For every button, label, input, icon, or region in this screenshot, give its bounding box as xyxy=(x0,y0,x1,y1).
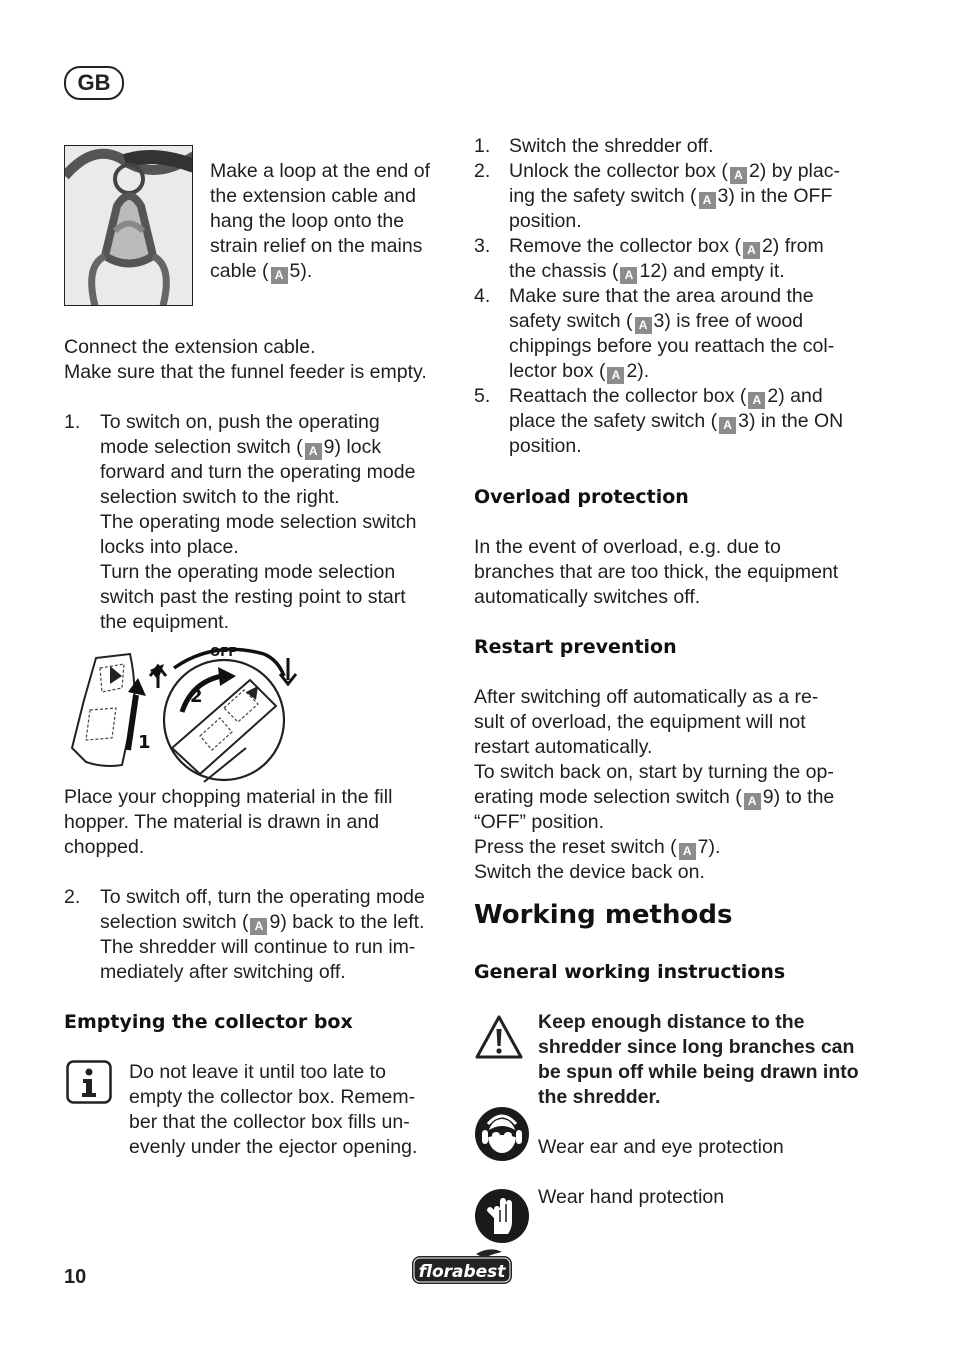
text-line: automatically switches off. xyxy=(474,586,701,608)
cable-loop-image xyxy=(64,145,193,306)
place-material-text xyxy=(64,785,392,860)
text-part: 12) and empty it. xyxy=(639,260,785,282)
page-number: 10 xyxy=(64,1266,87,1288)
text-part: selection switch ( xyxy=(100,911,249,933)
text-line: the equipment. xyxy=(100,611,230,633)
text-line xyxy=(509,334,874,359)
text-line: ber that the collector box fills un- xyxy=(129,1111,410,1133)
ref-badge-icon: A xyxy=(744,793,761,810)
text-line xyxy=(210,259,430,284)
text-line: mediately after switching off. xyxy=(100,961,346,983)
overload-text xyxy=(474,535,838,610)
text-line: Switch the device back on. xyxy=(474,861,705,883)
hand-protection-text xyxy=(538,1185,724,1210)
text-part: Make sure that the area around the xyxy=(509,285,814,307)
text-part: 7). xyxy=(697,836,721,858)
text-line: sult of overload, the equipment will not xyxy=(474,711,806,733)
warning-text xyxy=(538,1010,859,1110)
text-part: 2) from xyxy=(761,235,824,257)
text-line: To switch on, push the operating xyxy=(100,411,380,433)
text-line: Turn the operating mode selection xyxy=(100,561,396,583)
text-part: cable ( xyxy=(210,260,269,282)
step-number: 1. xyxy=(64,411,81,433)
text-line: locks into place. xyxy=(100,536,239,558)
diagram-label-1: 1 xyxy=(138,732,151,753)
text-line xyxy=(509,409,874,434)
text-line: selection switch to the right. xyxy=(100,486,340,508)
text-line xyxy=(509,209,874,234)
text-line: chopped. xyxy=(64,836,145,858)
step-number: 3. xyxy=(474,235,491,257)
ref-badge-icon: A xyxy=(635,317,652,334)
text-line xyxy=(509,384,874,409)
ear-eye-protection-icon xyxy=(474,1106,530,1162)
florabest-logo xyxy=(410,1248,514,1286)
list-item xyxy=(474,234,874,284)
text-line: evenly under the ejector opening. xyxy=(129,1136,418,1158)
text-part: 3) in the ON xyxy=(738,410,844,432)
text-line: the shredder. xyxy=(538,1086,661,1108)
switch-on-step xyxy=(64,410,454,635)
text-line: Make a loop at the end of xyxy=(210,160,431,182)
text-line xyxy=(474,785,834,810)
text-line xyxy=(509,259,874,284)
step-number: 4. xyxy=(474,285,491,307)
text-line: The operating mode selection switch xyxy=(100,511,417,533)
text-line: Keep enough distance to the xyxy=(538,1011,805,1033)
logo-text: florabest xyxy=(418,1262,506,1282)
info-text xyxy=(129,1060,417,1160)
text-line: the extension cable and xyxy=(210,185,416,207)
text-part: Switch the shredder off. xyxy=(509,135,714,157)
text-part: Press the reset switch ( xyxy=(474,836,677,858)
text-line: Connect the extension cable. xyxy=(64,336,316,358)
list-item xyxy=(474,159,874,234)
ref-badge-icon: A xyxy=(250,918,267,935)
text-line xyxy=(509,434,874,459)
text-line: Wear hand protection xyxy=(538,1186,725,1208)
switch-off-step xyxy=(64,885,454,985)
text-line: switch past the resting point to start xyxy=(100,586,406,608)
text-line: Make sure that the funnel feeder is empty. xyxy=(64,361,427,383)
list-item xyxy=(474,134,874,159)
text-part: place the safety switch ( xyxy=(509,410,718,432)
text-part: safety switch ( xyxy=(509,310,633,332)
restart-text xyxy=(474,685,834,885)
text-part: ing the safety switch ( xyxy=(509,185,697,207)
text-line: The shredder will continue to run im- xyxy=(100,936,416,958)
text-line: empty the collector box. Remem- xyxy=(129,1086,416,1108)
text-part: Unlock the collector box ( xyxy=(509,160,728,182)
text-line xyxy=(509,184,874,209)
text-line: Wear ear and eye protection xyxy=(538,1136,784,1158)
general-instructions-heading: General working instructions xyxy=(474,961,786,983)
diagram-off-label: OFF xyxy=(210,645,237,659)
ear-eye-text xyxy=(538,1135,784,1160)
ref-badge-icon: A xyxy=(620,267,637,284)
switch-diagram xyxy=(64,640,304,785)
info-icon xyxy=(66,1060,112,1104)
step-number: 5. xyxy=(474,385,491,407)
restart-heading: Restart prevention xyxy=(474,636,677,658)
text-line xyxy=(509,134,874,159)
text-line xyxy=(100,435,454,460)
working-methods-heading: Working methods xyxy=(474,900,733,930)
text-line xyxy=(474,835,834,860)
ref-badge-icon: A xyxy=(730,167,747,184)
ref-badge-icon: A xyxy=(699,192,716,209)
text-part: 3) is free of wood xyxy=(653,310,804,332)
text-part: 3) in the OFF xyxy=(717,185,833,207)
text-line xyxy=(509,359,874,384)
list-item xyxy=(474,284,874,384)
ref-badge-icon: A xyxy=(679,843,696,860)
text-part: mode selection switch ( xyxy=(100,436,303,458)
text-part: 5). xyxy=(289,260,313,282)
text-part: position. xyxy=(509,210,582,232)
text-line: To switch back on, start by turning the op- xyxy=(474,761,834,783)
ref-badge-icon: A xyxy=(305,443,322,460)
warning-icon xyxy=(474,1013,524,1061)
text-line: In the event of overload, e.g. due to xyxy=(474,536,781,558)
ref-badge-icon: A xyxy=(748,392,765,409)
text-line xyxy=(100,910,454,935)
list-item xyxy=(474,384,874,459)
connect-instructions xyxy=(64,335,427,385)
text-part: chippings before you reattach the col- xyxy=(509,335,835,357)
text-line xyxy=(509,159,874,184)
hand-protection-icon xyxy=(474,1188,530,1244)
text-part: 9) back to the left. xyxy=(269,911,425,933)
text-part: 9) lock xyxy=(323,436,382,458)
text-part: Remove the collector box ( xyxy=(509,235,741,257)
text-line: hopper. The material is drawn in and xyxy=(64,811,380,833)
text-line xyxy=(509,309,874,334)
text-line: Place your chopping material in the fill xyxy=(64,786,393,808)
text-line: strain relief on the mains xyxy=(210,235,423,257)
text-line: “OFF” position. xyxy=(474,811,605,833)
text-part: position. xyxy=(509,435,582,457)
step-number: 1. xyxy=(474,135,491,157)
emptying-heading: Emptying the collector box xyxy=(64,1011,353,1033)
text-part: 9) to the xyxy=(762,786,835,808)
text-part: the chassis ( xyxy=(509,260,619,282)
step-number: 2. xyxy=(474,160,491,182)
cable-instructions xyxy=(210,159,430,284)
text-part: erating mode selection switch ( xyxy=(474,786,742,808)
ref-badge-icon: A xyxy=(607,367,624,384)
ref-badge-icon: A xyxy=(743,242,760,259)
text-line: After switching off automatically as a re- xyxy=(474,686,819,708)
text-line: restart automatically. xyxy=(474,736,653,758)
text-part: 2) by plac- xyxy=(748,160,840,182)
text-line: hang the loop onto the xyxy=(210,210,405,232)
text-line: To switch off, turn the operating mode xyxy=(100,886,425,908)
text-line: shredder since long branches can xyxy=(538,1036,855,1058)
emptying-steps xyxy=(474,134,874,459)
diagram-label-2: 2 xyxy=(190,686,203,707)
ref-badge-icon: A xyxy=(271,267,288,284)
step-number: 2. xyxy=(64,886,81,908)
text-part: 2). xyxy=(626,360,650,382)
ref-badge-icon: A xyxy=(719,417,736,434)
overload-heading: Overload protection xyxy=(474,486,689,508)
text-line: Do not leave it until too late to xyxy=(129,1061,386,1083)
text-line: branches that are too thick, the equipment xyxy=(474,561,839,583)
text-line xyxy=(509,234,874,259)
text-line: forward and turn the operating mode xyxy=(100,461,416,483)
language-badge: GB xyxy=(64,66,124,100)
text-part: Reattach the collector box ( xyxy=(509,385,747,407)
text-part: 2) and xyxy=(767,385,823,407)
text-line: be spun off while being drawn into xyxy=(538,1061,859,1083)
text-part: lector box ( xyxy=(509,360,606,382)
text-line xyxy=(509,284,874,309)
